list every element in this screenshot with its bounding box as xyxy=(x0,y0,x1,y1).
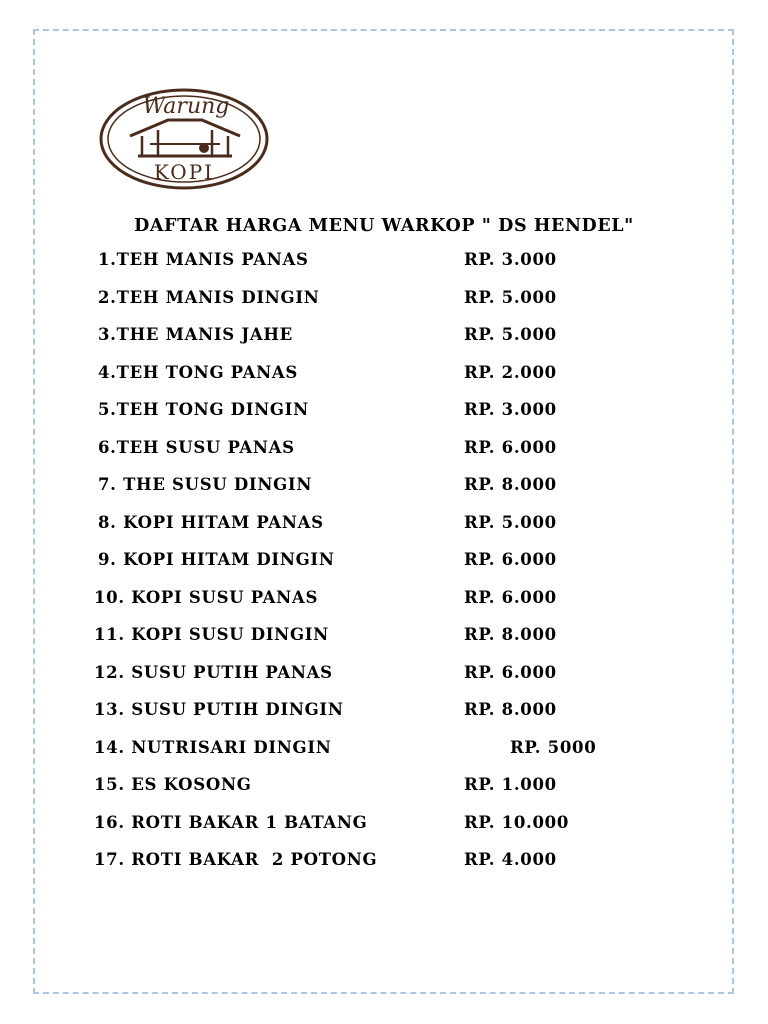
item-price: RP. 8.000 xyxy=(464,700,557,719)
item-price: RP. 10.000 xyxy=(464,812,570,832)
warung-kopi-logo xyxy=(94,86,274,192)
menu-item xyxy=(0,513,768,543)
item-name: 15. ES KOSONG xyxy=(94,775,252,794)
item-price: RP. 3.000 xyxy=(464,250,557,269)
menu-item xyxy=(0,325,768,355)
item-name: 7. THE SUSU DINGIN xyxy=(98,475,313,494)
menu-item xyxy=(0,475,768,505)
item-name: 4.TEH TONG PANAS xyxy=(98,362,298,382)
menu-item xyxy=(0,813,768,843)
item-price: RP. 2.000 xyxy=(464,362,557,382)
item-price: RP. 5.000 xyxy=(464,287,557,307)
item-price: RP. 5000 xyxy=(510,737,597,757)
item-name: 6.TEH SUSU PANAS xyxy=(98,437,295,457)
item-name: 9. KOPI HITAM DINGIN xyxy=(98,550,335,569)
menu-item xyxy=(0,663,768,693)
menu-item xyxy=(0,775,768,805)
menu-item xyxy=(0,550,768,580)
menu-item xyxy=(0,625,768,655)
menu-item xyxy=(0,738,768,768)
item-name: 10. KOPI SUSU PANAS xyxy=(94,587,319,607)
item-price: RP. 6.000 xyxy=(464,437,557,457)
item-price: RP. 6.000 xyxy=(464,550,557,569)
item-price: RP. 5.000 xyxy=(464,325,557,344)
svg-text:KOPI: KOPI xyxy=(153,160,215,184)
menu-item xyxy=(0,363,768,393)
menu-item xyxy=(0,250,768,280)
item-price: RP. 6.000 xyxy=(464,587,557,607)
item-name: 8. KOPI HITAM PANAS xyxy=(98,512,324,532)
item-name: 14. NUTRISARI DINGIN xyxy=(94,737,332,757)
menu-title: DAFTAR HARGA MENU WARKOP " DS HENDEL" xyxy=(134,216,634,236)
item-price: RP. 8.000 xyxy=(464,475,557,494)
item-name: 2.TEH MANIS DINGIN xyxy=(98,287,320,307)
menu-item xyxy=(0,588,768,618)
item-name: 13. SUSU PUTIH DINGIN xyxy=(94,700,344,719)
item-name: 3.THE MANIS JAHE xyxy=(98,325,293,344)
menu-item xyxy=(0,850,768,880)
menu-item xyxy=(0,438,768,468)
item-price: RP. 1.000 xyxy=(464,775,557,794)
svg-text:Warung: Warung xyxy=(142,94,230,119)
item-price: RP. 3.000 xyxy=(464,400,557,419)
item-name: 16. ROTI BAKAR 1 BATANG xyxy=(94,812,368,832)
menu-item xyxy=(0,288,768,318)
item-name: 11. KOPI SUSU DINGIN xyxy=(94,625,329,644)
item-price: RP. 5.000 xyxy=(464,512,557,532)
menu-item xyxy=(0,400,768,430)
item-price: RP. 4.000 xyxy=(464,850,557,869)
item-name: 17. ROTI BAKAR 2 POTONG xyxy=(94,850,378,869)
item-name: 1.TEH MANIS PANAS xyxy=(98,250,309,269)
item-name: 12. SUSU PUTIH PANAS xyxy=(94,662,333,682)
menu-item xyxy=(0,700,768,730)
item-price: RP. 6.000 xyxy=(464,662,557,682)
item-name: 5.TEH TONG DINGIN xyxy=(98,400,309,419)
item-price: RP. 8.000 xyxy=(464,625,557,644)
